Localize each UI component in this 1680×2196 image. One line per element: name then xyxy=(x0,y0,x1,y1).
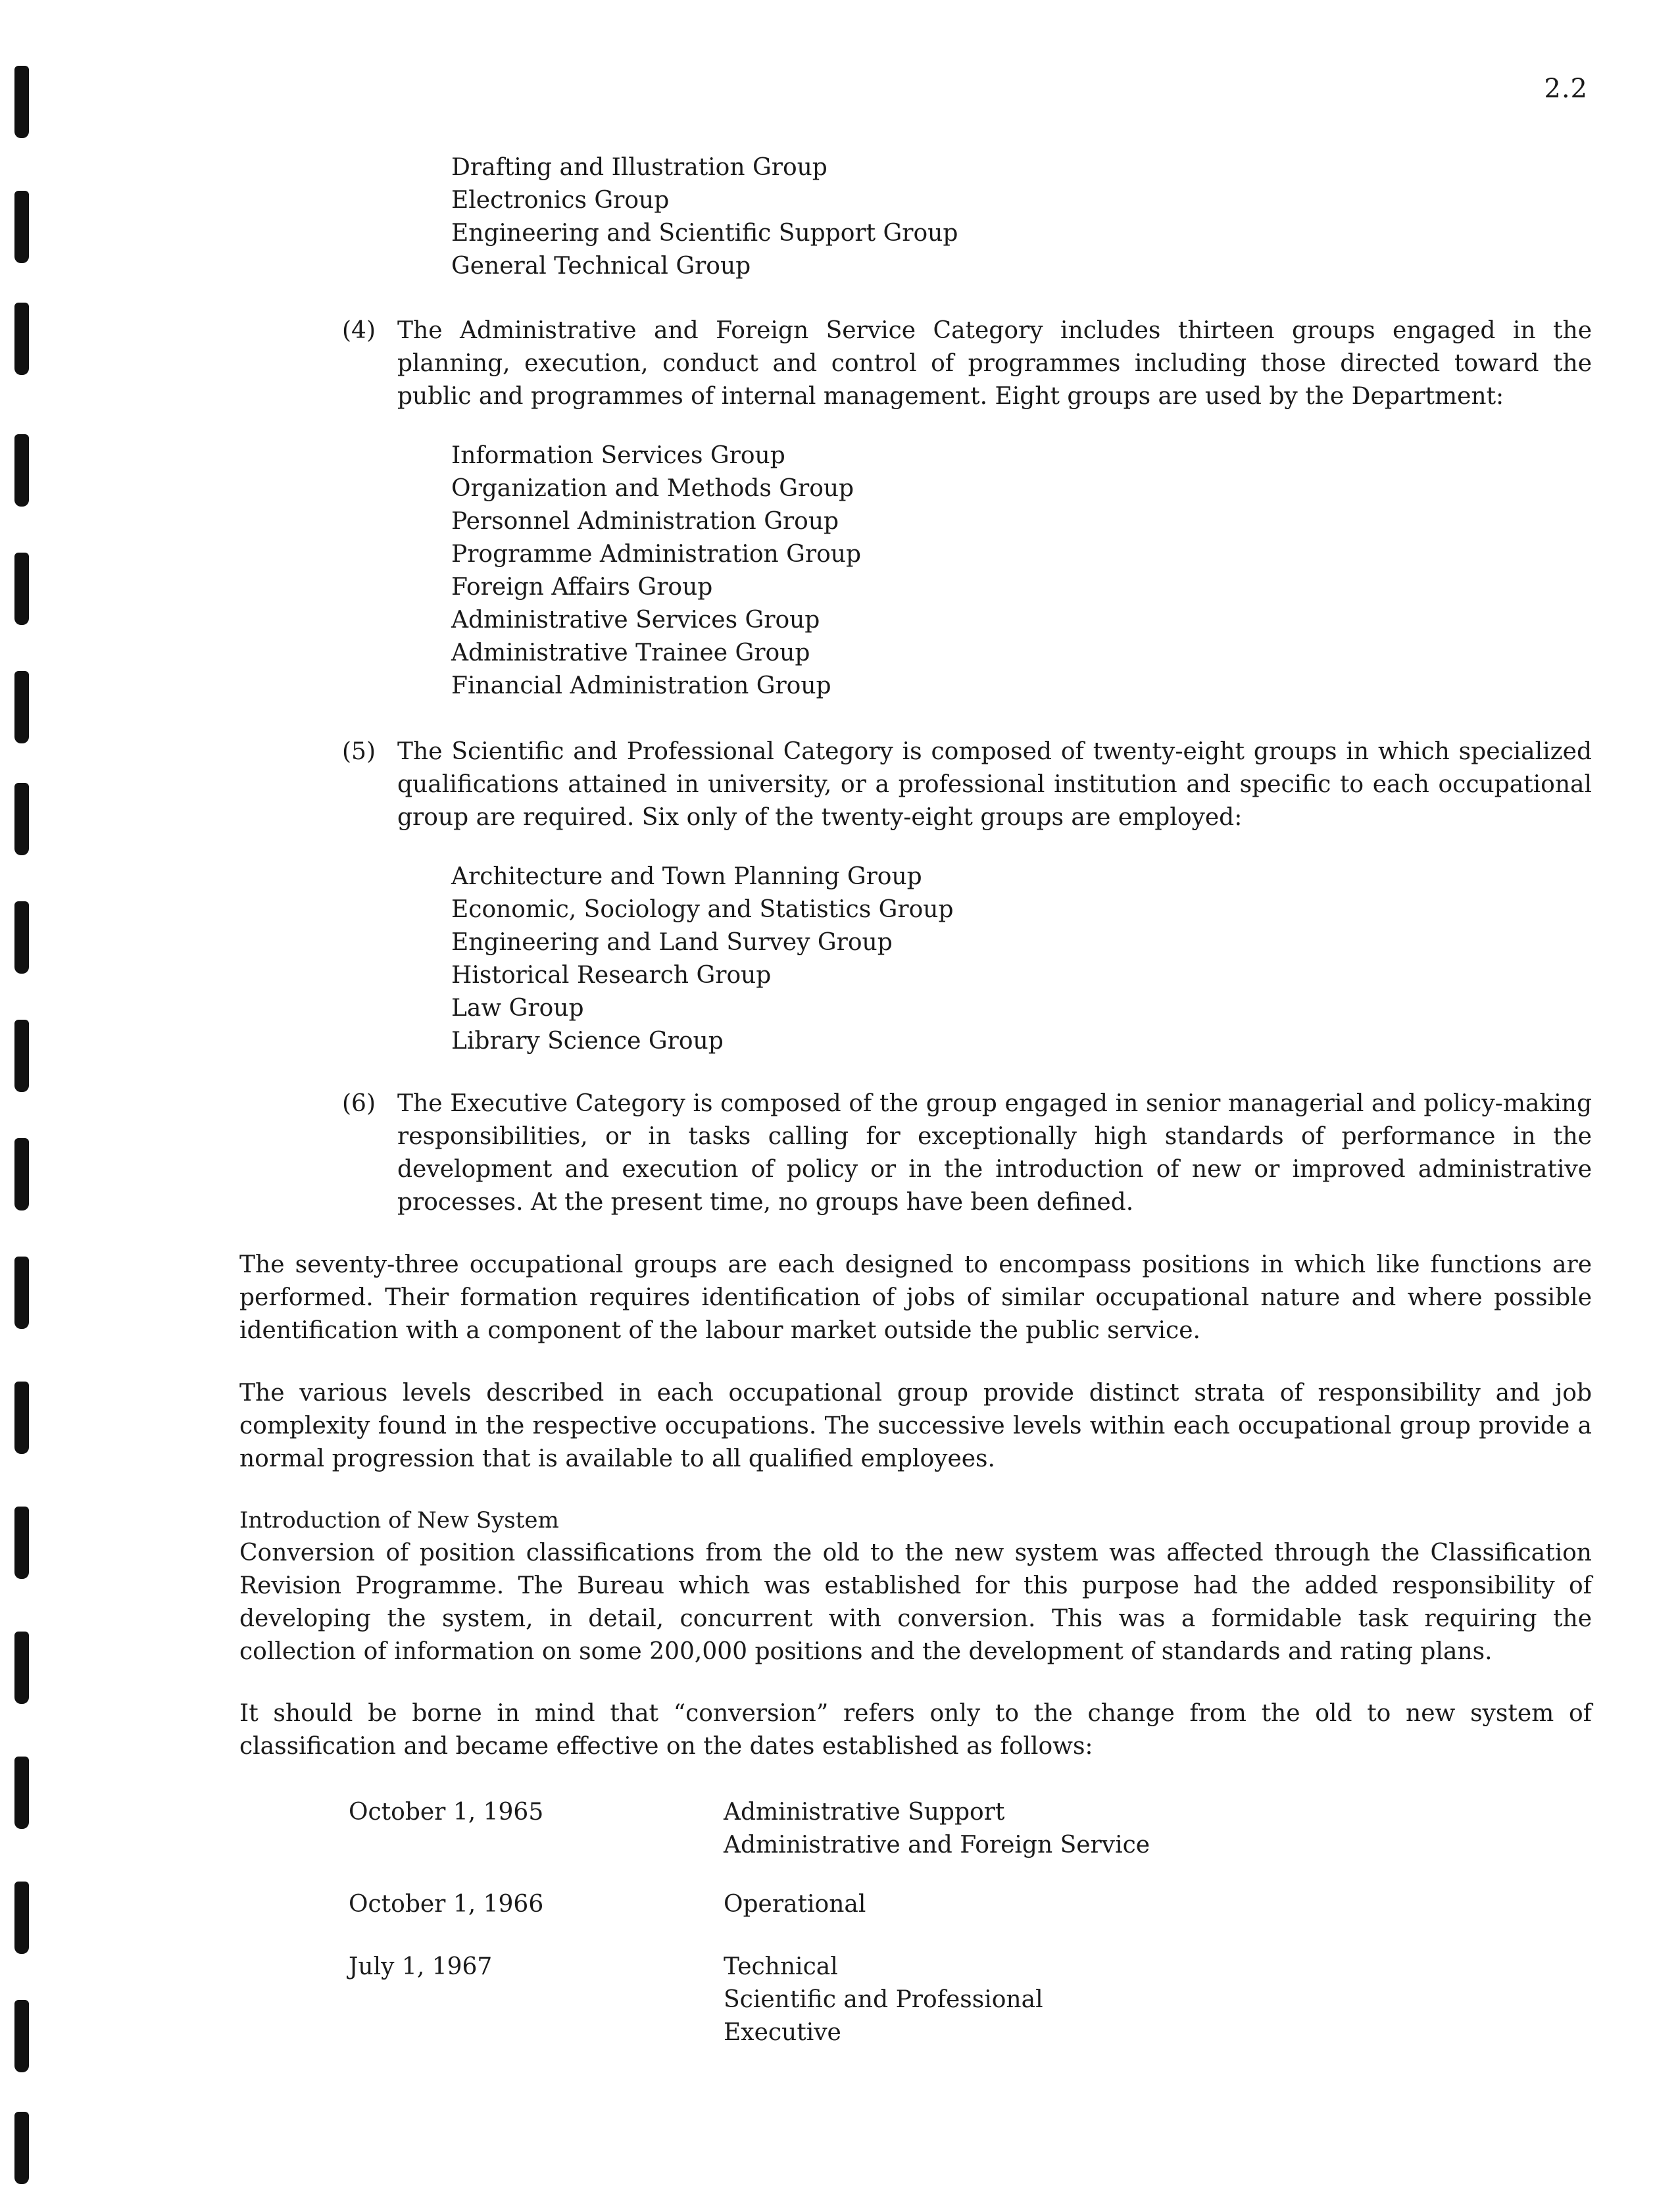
schedule-category: Operational xyxy=(724,1891,866,1918)
list-item: Programme Administration Group xyxy=(451,541,862,568)
schedule-categories xyxy=(724,1796,1150,1862)
administrative-groups-list xyxy=(451,439,861,703)
list-item: General Technical Group xyxy=(451,253,751,280)
schedule-categories xyxy=(724,1951,1043,2049)
item-administrative-foreign-service xyxy=(342,314,1592,413)
list-item: Engineering and Scientific Support Group xyxy=(451,220,958,247)
item-number: (6) xyxy=(342,1090,376,1117)
schedule-category: Technical xyxy=(724,1953,838,1980)
list-item: Administrative Trainee Group xyxy=(451,639,810,666)
item-number: (5) xyxy=(342,738,376,765)
paragraph-levels: The various levels described in each occupational group provide distinct strata of responsibility and job complexity found in the respective occupations. The successive levels within each occupational group provide a normal progression that is available to all qualified employees. xyxy=(239,1380,1592,1472)
item-text: The Executive Category is composed of the group engaged in senior managerial and policy-making responsibilities, or in tasks calling for exceptionally high standards of performance in the development and execution of policy or in the introduction of new or improved administrative processes. At the present time, no groups have been defined. xyxy=(397,1090,1592,1216)
item-text: The Administrative and Foreign Service Category includes thirteen groups engaged in the planning, execution, conduct and control of programmes including those directed toward the public and programmes of internal management. Eight groups are used by the Department: xyxy=(397,317,1592,410)
list-item: Library Science Group xyxy=(451,1028,724,1055)
item-executive xyxy=(342,1087,1592,1219)
list-item: Architecture and Town Planning Group xyxy=(451,863,922,890)
list-item: Electronics Group xyxy=(451,187,670,214)
schedule-date: July 1, 1967 xyxy=(349,1953,493,1980)
item-scientific-professional xyxy=(342,736,1592,834)
item-text: The Scientific and Professional Category is composed of twenty-eight groups in which specialized qualifications attained in university, or a professional institution and specific to each occupational group are required. Six only of the twenty-eight groups are employed: xyxy=(397,738,1592,831)
technical-groups-list xyxy=(451,151,958,283)
paragraph-conversion-dates: It should be borne in mind that “conversion” refers only to the change from the old to new system of classification and became effective on the dates established as follows: xyxy=(239,1700,1592,1760)
list-item: Engineering and Land Survey Group xyxy=(451,929,893,956)
list-item: Law Group xyxy=(451,995,584,1022)
list-item: Financial Administration Group xyxy=(451,672,831,699)
section-heading: Introduction of New System xyxy=(239,1507,559,1534)
schedule-category: Administrative Support xyxy=(724,1799,1005,1826)
scientific-groups-list xyxy=(451,861,954,1058)
schedule-category: Administrative and Foreign Service xyxy=(724,1832,1150,1859)
paragraph-conversion: Conversion of position classifications from the old to the new system was affected through the Classification Revision Programme. The Bureau which was established for this purpose had the added responsibility of developing the system, in detail, concurrent with conversion. This was a formidable task requiring the collection of information on some 200,000 positions and the development of standards and rating plans. xyxy=(239,1539,1592,1665)
list-item: Drafting and Illustration Group xyxy=(451,154,828,181)
schedule-category: Executive xyxy=(724,2019,841,2046)
list-item: Foreign Affairs Group xyxy=(451,574,713,601)
schedule-date: October 1, 1966 xyxy=(349,1891,544,1918)
paragraph-occupational-groups: The seventy-three occupational groups are each designed to encompass positions in which like functions are performed. Their formation requires identification of jobs of similar occupational nature and where possible identification with a component of the labour market outside the public service. xyxy=(239,1251,1592,1344)
page-number: 2.2 xyxy=(1544,74,1588,104)
list-item: Administrative Services Group xyxy=(451,607,820,634)
item-number: (4) xyxy=(342,317,376,344)
binder-holes xyxy=(9,39,36,2184)
schedule-category: Scientific and Professional xyxy=(724,1986,1043,2013)
list-item: Information Services Group xyxy=(451,442,785,469)
schedule-categories xyxy=(724,1888,866,1921)
list-item: Historical Research Group xyxy=(451,962,772,989)
list-item: Organization and Methods Group xyxy=(451,475,854,502)
schedule-date: October 1, 1965 xyxy=(349,1799,544,1826)
list-item: Personnel Administration Group xyxy=(451,508,839,535)
list-item: Economic, Sociology and Statistics Group xyxy=(451,896,954,923)
